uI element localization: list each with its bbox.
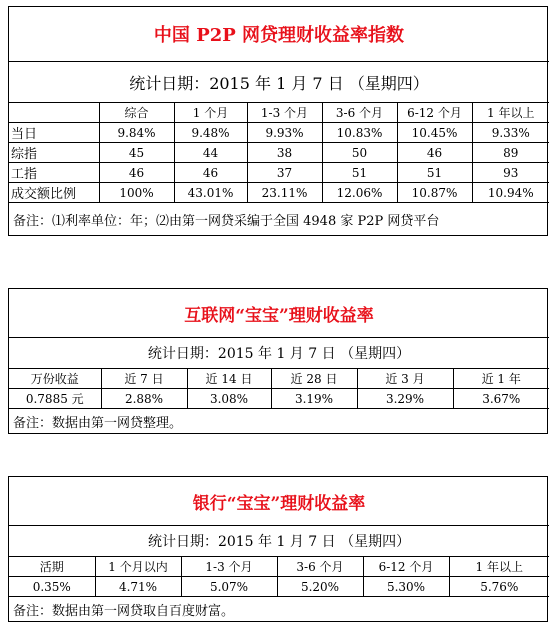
cell: 44 (174, 143, 247, 163)
cell: 12.06% (322, 183, 397, 203)
header-cell: 综合 (99, 103, 174, 123)
cell: 9.48% (174, 123, 247, 143)
cell: 10.94% (472, 183, 549, 203)
cell: 37 (247, 163, 322, 183)
cell: 51 (397, 163, 472, 183)
header-cell: 近 14 日 (187, 369, 271, 389)
row-label: 当日 (9, 123, 99, 143)
table-row (9, 163, 549, 183)
table-row (9, 389, 549, 409)
cell: 93 (472, 163, 549, 183)
table-row (9, 143, 549, 163)
cell: 100% (99, 183, 174, 203)
header-cell: 1-3 个月 (247, 103, 322, 123)
header-cell: 3-6 个月 (277, 557, 363, 577)
cell: 2.88% (101, 389, 187, 409)
table-note: 备注：⑴利率单位：年；⑵由第一网贷采编于全国 4948 家 P2P 网贷平台 (9, 203, 549, 236)
header-cell: 1 个月以内 (95, 557, 181, 577)
header-cell: 近 3 月 (357, 369, 453, 389)
header-cell: 1 年以上 (449, 557, 549, 577)
header-row (9, 557, 549, 577)
cell: 9.84% (99, 123, 174, 143)
table-title: 中国 P2P 网贷理财收益率指数 (9, 7, 549, 62)
cell: 9.93% (247, 123, 322, 143)
header-cell: 6-12 个月 (397, 103, 472, 123)
cell: 89 (472, 143, 549, 163)
stat-date: 统计日期：2015 年 1 月 7 日 （星期四） (9, 526, 549, 557)
header-row (9, 369, 549, 389)
cell: 43.01% (174, 183, 247, 203)
cell: 45 (99, 143, 174, 163)
cell: 46 (99, 163, 174, 183)
table-note: 备注：数据由第一网贷整理。 (9, 409, 549, 434)
table-row (9, 183, 549, 203)
cell: 0.35% (9, 577, 95, 597)
table-title: 互联网“宝宝”理财收益率 (9, 289, 549, 338)
header-cell: 近 1 年 (453, 369, 549, 389)
cell: 5.76% (449, 577, 549, 597)
cell: 23.11% (247, 183, 322, 203)
row-label: 成交额比例 (9, 183, 99, 203)
cell: 3.19% (271, 389, 357, 409)
header-cell: 近 7 日 (101, 369, 187, 389)
header-cell: 1 个月 (174, 103, 247, 123)
p2p-index-table (8, 6, 548, 236)
cell: 3.29% (357, 389, 453, 409)
header-cell: 6-12 个月 (363, 557, 449, 577)
cell: 9.33% (472, 123, 549, 143)
internet-baobao-table (8, 288, 548, 434)
header-cell: 活期 (9, 557, 95, 577)
row-label: 工指 (9, 163, 99, 183)
table-title: 银行“宝宝”理财收益率 (9, 477, 549, 526)
cell: 10.45% (397, 123, 472, 143)
cell: 5.30% (363, 577, 449, 597)
header-cell: 1-3 个月 (181, 557, 277, 577)
table-note: 备注：数据由第一网贷取自百度财富。 (9, 597, 549, 622)
header-cell: 近 28 日 (271, 369, 357, 389)
cell: 10.83% (322, 123, 397, 143)
bank-baobao-table (8, 476, 548, 622)
cell: 46 (174, 163, 247, 183)
header-row (9, 103, 549, 123)
header-cell: 3-6 个月 (322, 103, 397, 123)
cell: 5.20% (277, 577, 363, 597)
cell: 10.87% (397, 183, 472, 203)
table-row (9, 577, 549, 597)
table-row (9, 123, 549, 143)
stat-date: 统计日期：2015 年 1 月 7 日 （星期四） (9, 338, 549, 369)
cell: 46 (397, 143, 472, 163)
cell: 3.08% (187, 389, 271, 409)
stat-date: 统计日期：2015 年 1 月 7 日 （星期四） (9, 62, 549, 103)
header-cell: 万份收益 (9, 369, 101, 389)
cell: 38 (247, 143, 322, 163)
cell: 4.71% (95, 577, 181, 597)
header-cell (9, 103, 99, 123)
cell: 5.07% (181, 577, 277, 597)
cell: 51 (322, 163, 397, 183)
row-label: 综指 (9, 143, 99, 163)
header-cell: 1 年以上 (472, 103, 549, 123)
cell: 50 (322, 143, 397, 163)
cell: 3.67% (453, 389, 549, 409)
cell: 0.7885 元 (9, 389, 101, 409)
